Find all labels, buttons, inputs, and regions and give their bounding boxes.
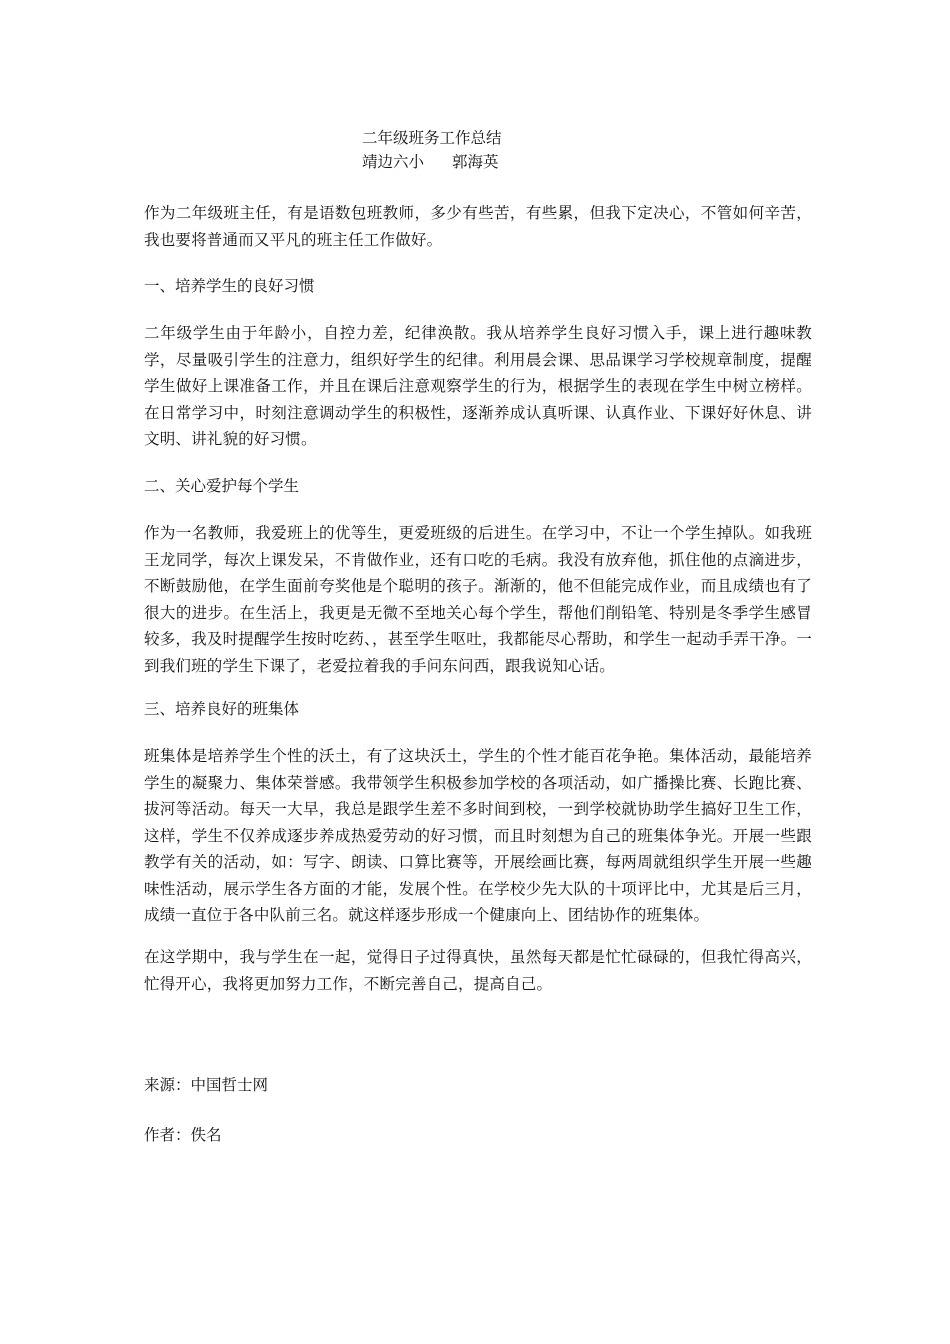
document-title: 二年级班务工作总结 (362, 129, 502, 147)
conclusion-paragraph (144, 944, 812, 997)
section-1-text: 二年级学生由于年龄小，自控力差，纪律涣散。我从培养学生良好习惯入手，课上进行趣味教学，尽量吸引学生的注意力，组织好学生的纪律。利用晨会课、思品课学习学校规章制度，提醒学生做好上课准备工作，并且在课后注意观察学生的行为，根据学生的表现在学生中树立榜样。在日常学习中，时刻注意调动学生的积极性，逐渐养成认真听课、认真作业、下课好好休息、讲文明、讲礼貌的好习惯。 (144, 324, 812, 448)
section-3-body (144, 743, 812, 929)
section-2-heading: 二、关心爱护每个学生 (144, 477, 300, 495)
conclusion-text: 在这学期中，我与学生在一起，觉得日子过得真快，虽然每天都是忙忙碌碌的，但我忙得高兴，忙得开心，我将更加努力工作，不断完善自己，提高自己。 (144, 948, 812, 993)
intro-paragraph (144, 200, 812, 253)
author-line: 作者：佚名 (144, 1126, 222, 1144)
intro-text: 作为二年级班主任，有是语数包班教师，多少有些苦，有些累，但我下定决心，不管如何辛苦，我也要将普通而又平凡的班主任工作做好。 (144, 204, 812, 249)
section-1-heading: 一、培养学生的良好习惯 (144, 277, 315, 295)
byline (362, 150, 502, 174)
title-block (362, 126, 502, 174)
section-3-text: 班集体是培养学生个性的沃土，有了这块沃土，学生的个性才能百花争艳。集体活动，最能培养学生的凝聚力、集体荣誉感。我带领学生积极参加学校的各项活动，如广播操比赛、长跑比赛、拔河等活动。每天一大早，我总是跟学生差不多时间到校，一到学校就协助学生搞好卫生工作，这样，学生不仅养成逐步养成热爱劳动的好习惯，而且时刻想为自己的班集体争光。开展一些跟教学有关的活动，如：写字、朗读、口算比赛等，开展绘画比赛，每两周就组织学生开展一些趣味性活动，展示学生各方面的才能，发展个性。在学校少先大队的十项评比中，尤其是后三月，成绩一直位于各中队前三名。就这样逐步形成一个健康向上、团结协作的班集体。 (144, 747, 812, 924)
section-3-heading: 三、培养良好的班集体 (144, 700, 300, 718)
section-2-body (144, 520, 812, 679)
author-name: 郭海英 (452, 153, 499, 171)
school-name: 靖边六小 (362, 153, 425, 171)
section-1-body (144, 320, 812, 453)
section-2-text: 作为一名教师，我爱班上的优等生，更爱班级的后进生。在学习中，不让一个学生掉队。如我班王龙同学，每次上课发呆，不肯做作业，还有口吃的毛病。我没有放弃他，抓住他的点滴进步，不断鼓励他，在学生面前夸奖他是个聪明的孩子。渐渐的，他不但能完成作业，而且成绩也有了很大的进步。在生活上，我更是无微不至地关心每个学生，帮他们削铅笔、特别是冬季学生感冒较多，我及时提醒学生按时吃药、，甚至学生呕吐，我都能尽心帮助，和学生一起动手弄干净。一到我们班的学生下课了，老爱拉着我的手问东问西，跟我说知心话。 (144, 524, 812, 675)
source-line: 来源：中国哲士网 (144, 1076, 269, 1094)
